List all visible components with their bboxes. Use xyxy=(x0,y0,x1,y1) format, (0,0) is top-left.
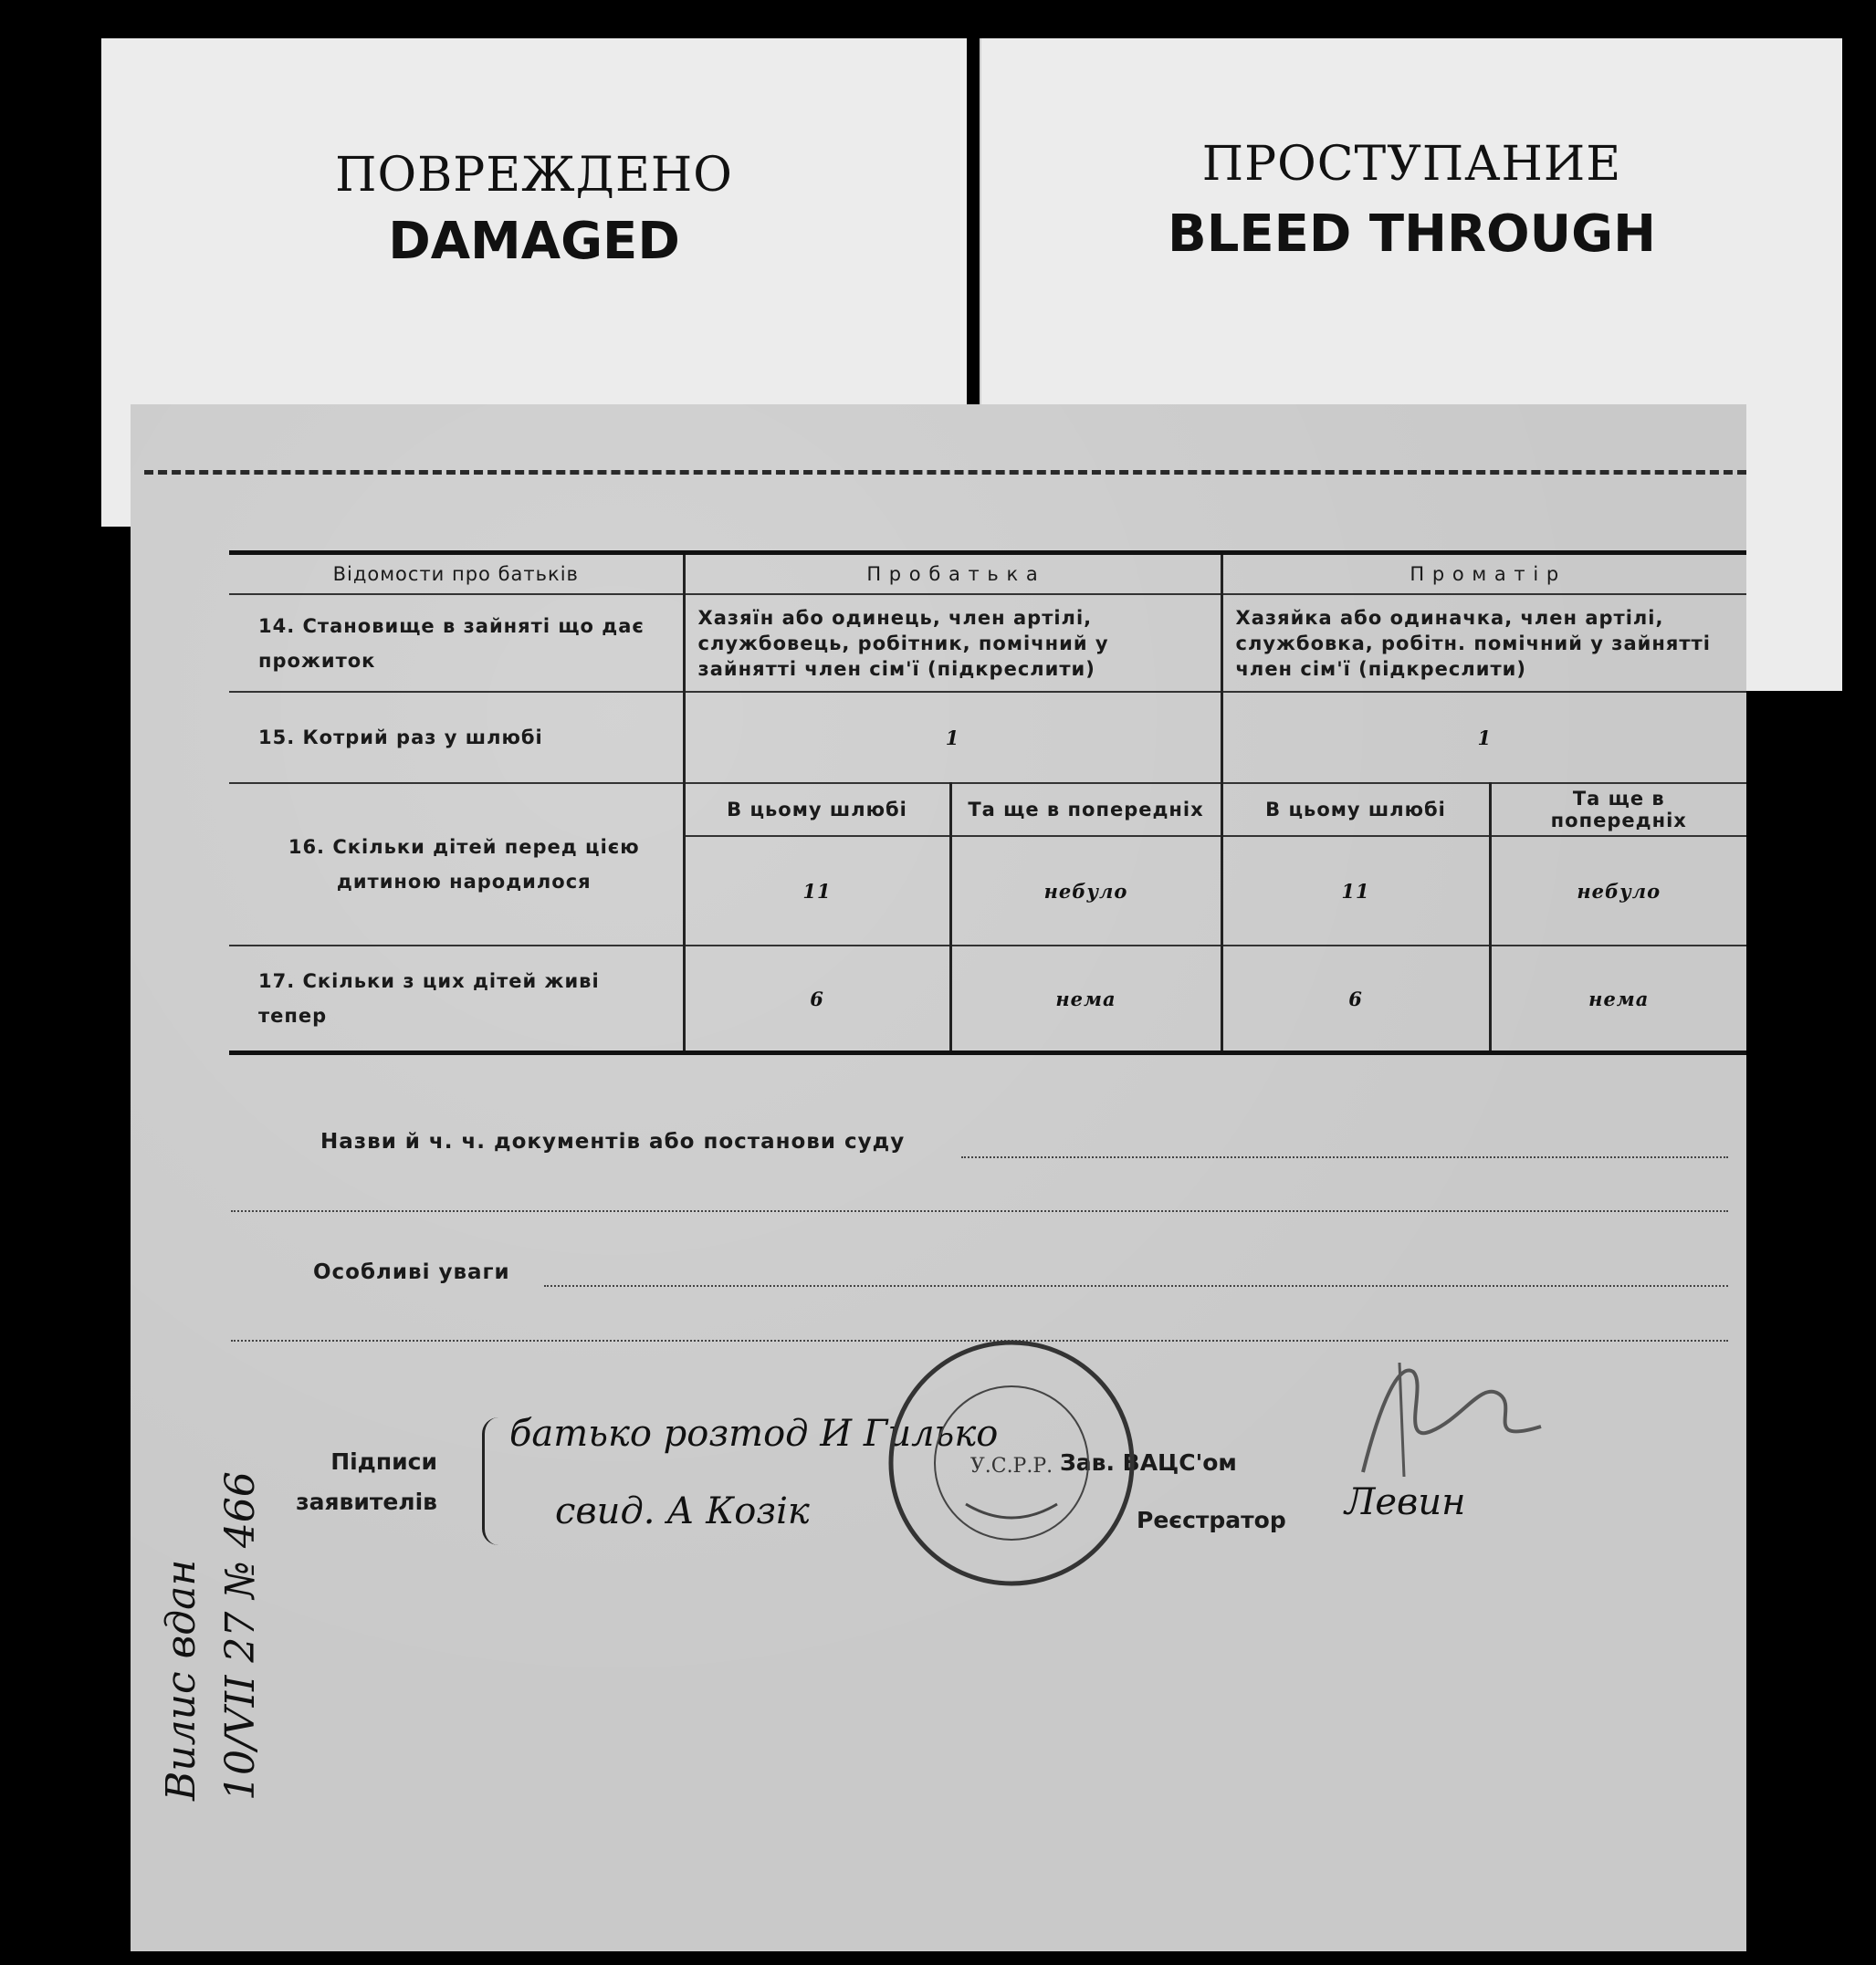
table-header-row xyxy=(229,553,1746,595)
father-marriage-count: 1 xyxy=(684,692,1221,783)
registrar-signature: Левин xyxy=(1345,1481,1466,1523)
marriage-count-label: 15. Котрий раз у шлюбі xyxy=(229,692,684,783)
header-parents-info: Відомости про батьків xyxy=(229,553,684,595)
registrar-role-label: Реєстратор xyxy=(1137,1507,1286,1533)
table-row-marriage-count xyxy=(229,692,1746,783)
remarks-label: Особливі уваги xyxy=(313,1260,510,1284)
official-stamp xyxy=(884,1335,1139,1591)
damaged-label-russian: ПОВРЕЖДЕНО xyxy=(335,148,733,203)
father-children-this-marriage: 11 xyxy=(684,836,950,946)
signatures-label-line2: заявителів xyxy=(296,1489,437,1515)
father-children-previous: небуло xyxy=(950,836,1221,946)
mother-previous-header: Та ще в попередніх xyxy=(1490,783,1746,836)
father-this-marriage-header: В цьому шлюбі xyxy=(684,783,950,836)
margin-note-line1: Вилис вдан xyxy=(158,1559,204,1801)
head-signature-scribble xyxy=(1345,1344,1555,1490)
table-row-occupation xyxy=(229,594,1746,692)
perforation-line xyxy=(144,470,1746,475)
children-born-label: 16. Скільки дітей перед цією дитиною народилося xyxy=(229,783,684,946)
father-previous-header: Та ще в попередніх xyxy=(950,783,1221,836)
applicant-signature-1: батько розтод И Гилько xyxy=(509,1413,999,1455)
head-role-label: Зав. ВАЦС'ом xyxy=(1060,1449,1237,1476)
header-mother: П р о м а т і р xyxy=(1221,553,1746,595)
applicant-signature-2: свид. А Козік xyxy=(555,1490,810,1532)
header-father: П р о б а т ь к а xyxy=(684,553,1221,595)
table-row-children-subheader xyxy=(229,783,1746,836)
damaged-label-english: DAMAGED xyxy=(388,212,680,271)
bleed-through-label-english: BLEED THROUGH xyxy=(1168,204,1656,264)
mother-alive-previous: нема xyxy=(1490,946,1746,1053)
children-alive-label: 17. Скільки з цих дітей живі тепер xyxy=(229,946,684,1053)
mother-alive-this-marriage: 6 xyxy=(1221,946,1490,1053)
documents-dotted-line-2 xyxy=(231,1210,1728,1212)
bleed-through-label-russian: ПРОСТУПАНИЕ xyxy=(1201,137,1622,192)
documents-label: Назви й ч. ч. документів або постанови суду xyxy=(320,1130,906,1154)
father-alive-previous: нема xyxy=(950,946,1221,1053)
margin-note-line2: 10/VII 27 № 466 xyxy=(217,1471,264,1801)
father-alive-this-marriage: 6 xyxy=(684,946,950,1053)
signatures-brace xyxy=(482,1417,503,1545)
occupation-label: 14. Становище в зайняті що дає прожиток xyxy=(229,594,684,692)
mother-marriage-count: 1 xyxy=(1221,692,1746,783)
signatures-label xyxy=(291,1442,437,1522)
parents-info-table xyxy=(229,550,1746,1055)
registry-form-sheet xyxy=(131,404,1746,1951)
stamp-center-text: У.С.Р.Р. xyxy=(969,1455,1053,1478)
mother-children-previous: небуло xyxy=(1490,836,1746,946)
mother-this-marriage-header: В цьому шлюбі xyxy=(1221,783,1490,836)
signatures-label-line1: Підписи xyxy=(330,1448,437,1475)
table-row-children-alive xyxy=(229,946,1746,1053)
mother-occupation-options: Хазяйка або одиначка, член артілі, службовка, робітн. помічний у зайнятті член сім'ї (підкреслити) xyxy=(1221,594,1746,692)
remarks-dotted-line xyxy=(544,1285,1728,1287)
father-occupation-options: Хазяїн або одинець, член артілі, службовець, робітник, помічний у зайнятті член сім'ї (підкреслити) xyxy=(684,594,1221,692)
mother-children-this-marriage: 11 xyxy=(1221,836,1490,946)
documents-dotted-line xyxy=(961,1156,1728,1158)
